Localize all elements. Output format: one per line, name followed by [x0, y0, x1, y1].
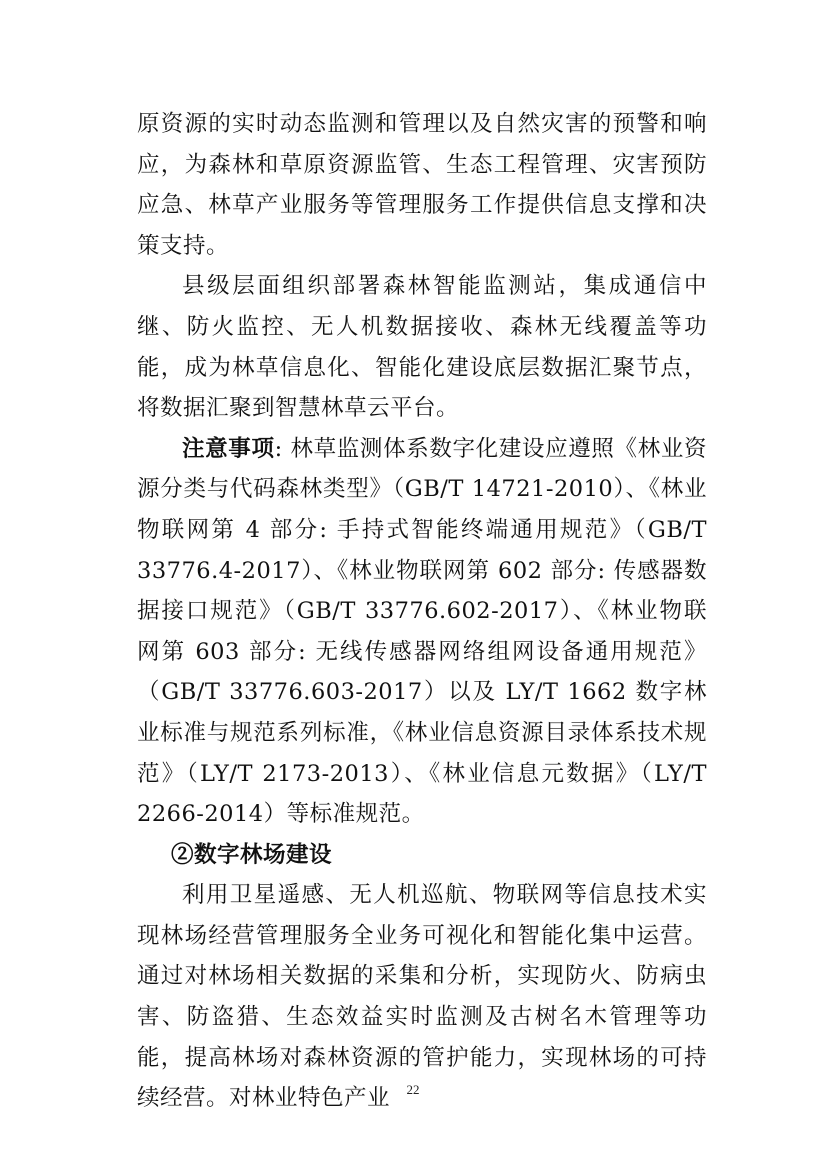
notes-label: 注意事项: [182, 435, 275, 462]
page-number: 22: [406, 1082, 420, 1097]
page-content: [137, 104, 707, 1119]
section-heading-digital-forest-farm: ②数字林场建设: [171, 841, 333, 868]
paragraph-resource-monitoring: 原资源的实时动态监测和管理以及自然灾害的预警和响应，为森林和草原资源监管、生态工程管理、灾害预防应急、林草产业服务等管理服务工作提供信息支撑和决策支持。: [137, 111, 707, 259]
paragraph-county-monitoring-station: 县级层面组织部署森林智能监测站，集成通信中继、防火监控、无人机数据接收、森林无线覆盖等功能，成为林草信息化、智能化建设底层数据汇聚节点，将数据汇聚到智慧林草云平台。: [137, 273, 707, 422]
paragraph-digital-forest-farm: 利用卫星遥感、无人机巡航、物联网等信息技术实现林场经营管理服务全业务可视化和智能化集中运营。通过对林场相关数据的采集和分析，实现防火、防病虫害、防盗猎、生态效益实时监测及古树名木管理等功能，提高林场对森林资源的管护能力，实现林场的可持续经营。对林业特色产业: [137, 882, 707, 1112]
notes-text: : 林草监测体系数字化建设应遵照《林业资源分类与代码森林类型》（GB/T 14721-2010）、《林业物联网第 4 部分: 手持式智能终端通用规范》（GB/T 33776.4-2017）、《林业物联网第 602 部分: 传感器数据接口规范》（GB/T 33776.602-2017）、《林业物联网第 603 部分: 无线传感器网络组网设备通用规范》（GB/T 33776.603-2017）以及 LY/T 1662 数字林业标准与规范系列标准，《林业信息资源目录体系技术规范》（LY/T 2173-2013）、《林业信息元数据》（LY/T 2266-2014）等标准规范。: [137, 435, 707, 828]
paragraph-notes: [137, 429, 707, 835]
